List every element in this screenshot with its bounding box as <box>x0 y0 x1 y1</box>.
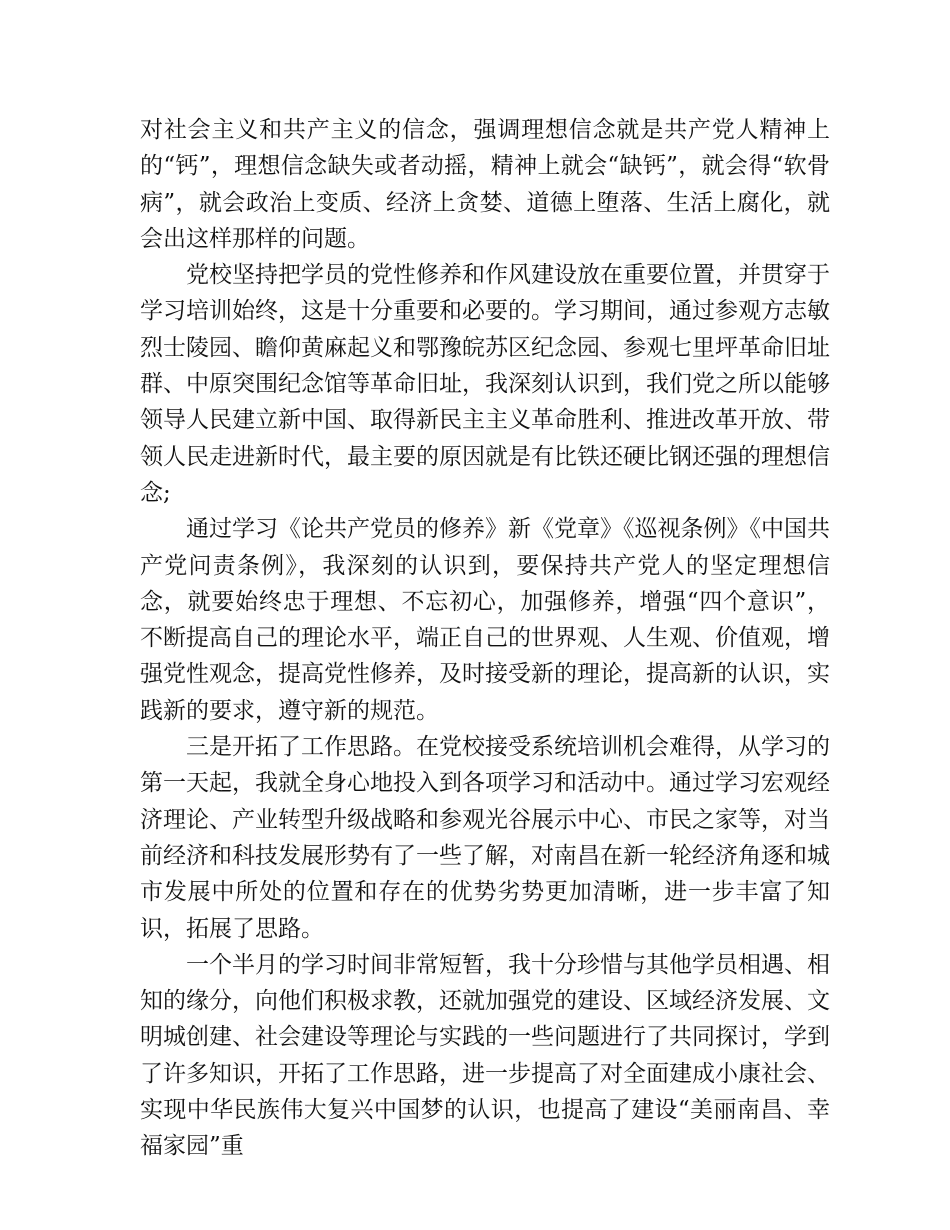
document-body <box>140 112 830 1165</box>
paragraph-4: 三是开拓了工作思路。在党校接受系统培训机会难得，从学习的第一天起，我就全身心地投入到各项学习和活动中。通过学习宏观经济理论、产业转型升级战略和参观光谷展示中心、市民之家等，对当前经济和科技发展形势有了一些了解，对南昌在新一轮经济角逐和城市发展中所处的位置和存在的优势劣势更加清晰，进一步丰富了知识，拓展了思路。 <box>140 734 830 942</box>
paragraph-3: 通过学习《论共产党员的修养》新《党章》《巡视条例》《中国共产党问责条例》，我深刻的认识到，要保持共产党人的坚定理想信念，就要始终忠于理想、不忘初心，加强修养，增强“四个意识”，不断提高自己的理论水平，端正自己的世界观、人生观、价值观，增强党性观念，提高党性修养，及时接受新的理论，提高新的认识，实践新的要求，遵守新的规范。 <box>140 516 830 724</box>
paragraph-1: 对社会主义和共产主义的信念，强调理想信念就是共产党人精神上的“钙”，理想信念缺失或者动摇，精神上就会“缺钙”，就会得“软骨病”，就会政治上变质、经济上贪婪、道德上堕落、生活上腐化，就会出这样那样的问题。 <box>140 117 830 252</box>
paragraph-5: 一个半月的学习时间非常短暂，我十分珍惜与其他学员相遇、相知的缘分，向他们积极求教，还就加强党的建设、区域经济发展、文明城创建、社会建设等理论与实践的一些问题进行了共同探讨，学到了许多知识，开拓了工作思路，进一步提高了对全面建成小康社会、实现中华民族伟大复兴中国梦的认识，也提高了建设“美丽南昌、幸福家园”重 <box>140 951 830 1160</box>
paragraph-2: 党校坚持把学员的党性修养和作风建设放在重要位置，并贯穿于学习培训始终，这是十分重要和必要的。学习期间，通过参观方志敏烈士陵园、瞻仰黄麻起义和鄂豫皖苏区纪念园、参观七里坪革命旧址群、中原突围纪念馆等革命旧址，我深刻认识到，我们党之所以能够领导人民建立新中国、取得新民主主义革命胜利、推进改革开放、带领人民走进新时代，最主要的原因就是有比铁还硬比钢还强的理想信念; <box>140 262 830 506</box>
